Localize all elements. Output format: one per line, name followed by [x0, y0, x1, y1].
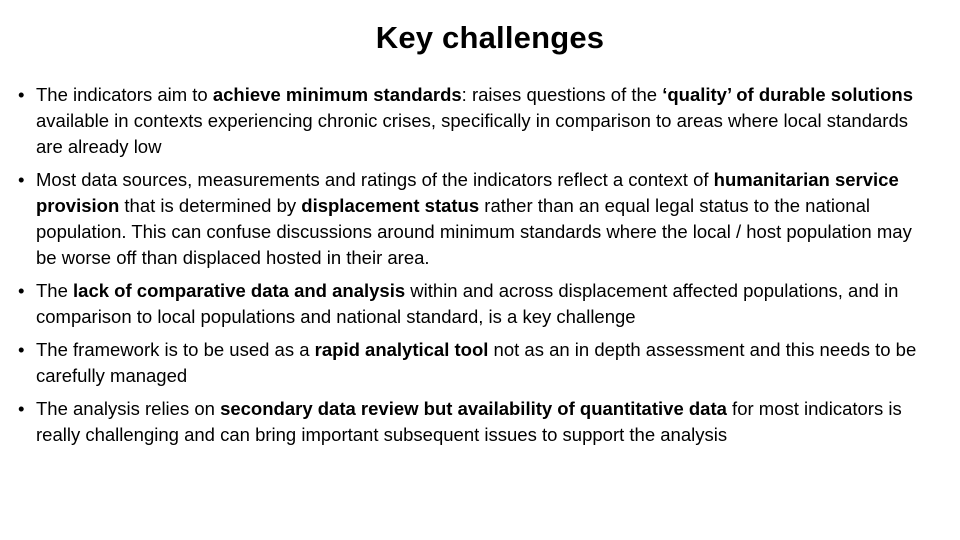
bullet-emphasis: secondary data review but availability of quantitative data — [220, 398, 727, 419]
bullet-item — [18, 82, 930, 160]
bullet-text: that is determined by — [119, 195, 302, 216]
bullet-emphasis: humanitarian service provision — [36, 169, 899, 216]
bullet-emphasis: ‘quality’ of durable solutions — [662, 84, 914, 105]
bullet-emphasis: displacement status — [301, 195, 480, 216]
bullet-list — [18, 82, 930, 455]
bullet-text: The framework is to be used as a — [36, 339, 315, 360]
bullet-item — [18, 167, 930, 271]
bullet-item — [18, 337, 930, 389]
bullet-item — [18, 278, 930, 330]
bullet-icon: • — [18, 84, 25, 105]
slide-title: Key challenges — [375, 20, 605, 55]
bullet-emphasis: achieve minimum standards — [212, 84, 462, 105]
bullet-item — [18, 396, 930, 448]
bullet-icon: • — [18, 339, 25, 360]
bullet-text: The indicators aim to — [36, 84, 213, 105]
bullet-emphasis: lack of comparative data and analysis — [73, 280, 406, 301]
bullet-text: The analysis relies on — [36, 398, 221, 419]
bullet-text: rather than an equal legal status to the national population. This can confuse discussions around minimum standards where the local / host population may be worse off than displaced hosted in their area. — [36, 195, 912, 268]
bullet-text: available in contexts experiencing chronic crises, specifically in comparison to areas where local standards are already low — [36, 110, 908, 157]
bullet-text: not as an in depth assessment and this needs to be carefully managed — [36, 339, 917, 386]
bullet-icon: • — [18, 169, 25, 190]
bullet-text: within and across displacement affected populations, and in comparison to local populations and national standard, is a key challenge — [36, 280, 899, 327]
bullet-text: for most indicators is really challenging and can bring important subsequent issues to support the analysis — [36, 398, 902, 445]
bullet-icon: • — [18, 280, 25, 301]
bullet-emphasis: rapid analytical tool — [314, 339, 489, 360]
bullet-icon: • — [18, 398, 25, 419]
bullet-text: : raises questions of the — [461, 84, 663, 105]
bullet-text: Most data sources, measurements and ratings of the indicators reflect a context of — [36, 169, 714, 190]
bullet-text: The — [36, 280, 74, 301]
